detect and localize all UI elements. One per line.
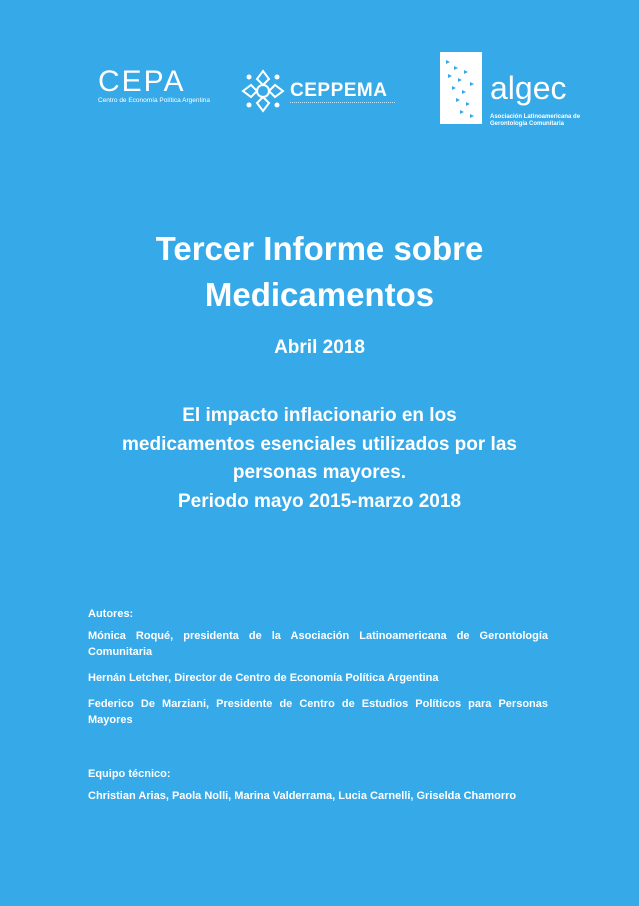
algec-birds-icon [440,52,482,124]
report-subtitle-line3: personas mayores. [232,462,407,483]
section-spacer [88,738,548,766]
report-subtitle-line2: medicamentos esenciales utilizados por las [122,433,517,455]
author-entry: Mónica Roqué, presidenta de la Asociación Latinoamericana de Gerontología Comunitaria [88,630,548,658]
report-title-line1: Tercer Informe sobre [155,230,484,267]
report-title [40,226,599,318]
report-title-line2: Medicamentos [204,276,435,313]
team-heading: Equipo técnico: [88,768,171,780]
algec-emblem [440,52,482,124]
author-entry: Federico De Marziani, Presidente de Centro de Estudios Políticos para Personas Mayores [88,698,548,726]
logo-bar [0,50,639,140]
cepa-logo-wordmark: CEPA [98,65,186,98]
ceppema-logo-divider [290,102,395,105]
cepa-logo-subtitle: Centro de Economía Política Argentina [98,97,211,104]
algec-logo-wordmark: algec [490,70,567,106]
team-members: Christian Arias, Paola Nolli, Marina Valderrama, Lucia Carnelli, Griselda Chamorro [88,790,517,802]
algec-logo-subtitle-line1: Asociación Latinoamericana de [490,114,581,120]
report-date: Abril 2018 [274,337,365,358]
report-subtitle-line4: Periodo mayo 2015-marzo 2018 [177,490,462,512]
algec-logo-subtitle [490,114,580,128]
credits-section [88,606,548,814]
report-subtitle [70,402,569,516]
author-entry: Hernán Letcher, Director de Centro de Economía Política Argentina [88,672,439,684]
ceppema-logo-wordmark: CEPPEMA [290,80,388,101]
report-subtitle-line1: El impacto inflacionario en los [182,405,457,426]
cepa-logo [98,65,211,105]
ceppema-logo [240,68,410,116]
algec-logo [440,50,590,130]
algec-logo-subtitle-line2: Gerontología Comunitaria [490,121,565,127]
ceppema-emblem-icon [240,68,286,114]
authors-heading: Autores: [88,608,134,620]
